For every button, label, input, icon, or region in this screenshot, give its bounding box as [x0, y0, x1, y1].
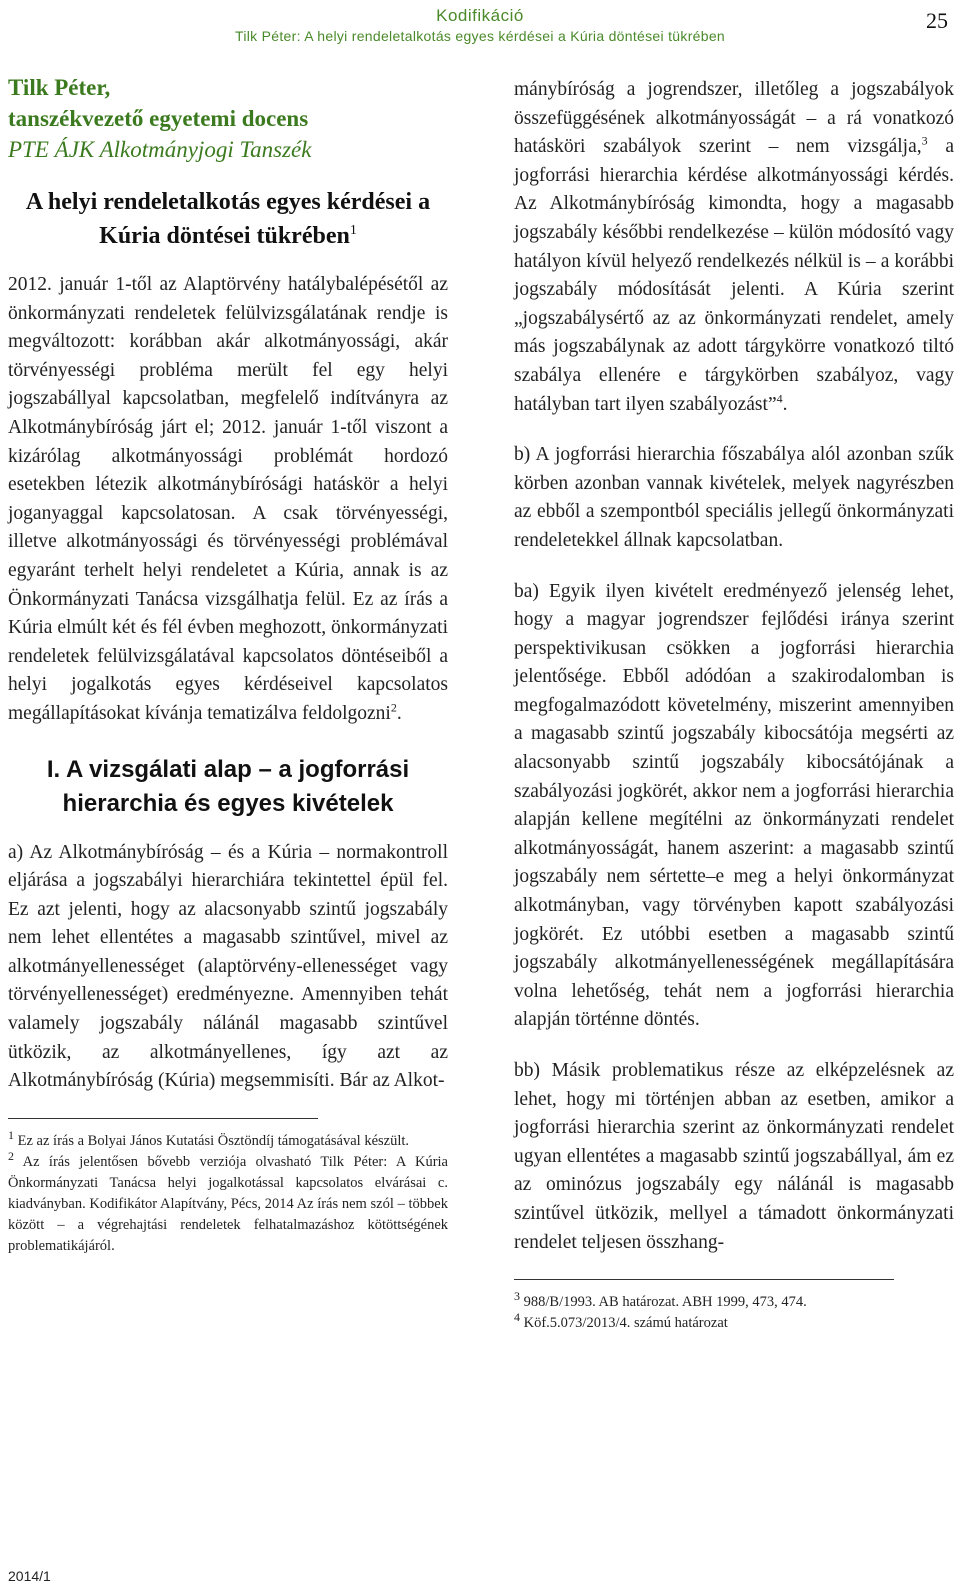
footnote-4: [514, 1310, 954, 1334]
right-paragraph-1: [514, 76, 954, 419]
author-position: tanszékvezető egyetemi docens: [8, 106, 309, 131]
footnote-text: Köf.5.073/2013/4. számú határozat: [520, 1315, 728, 1332]
running-title: Tilk Péter: A helyi rendeletalkotás egyes kérdései a Kúria döntései tükrében: [235, 28, 725, 44]
journal-name: Kodifikáció: [436, 6, 524, 25]
page-number: 25: [926, 8, 948, 33]
footnote-2: [8, 1149, 448, 1257]
para-text: a jogforrási hierarchia kérdése alkotmányossági kérdés. Az Alkotmánybíróság kimondta, hogy a magasabb jogszabály későbbi rendelkezése – külön módosító vagy hatályon kívül helyező rendelkezés nélkül is – a korábbi jogszabály módosítását jelenti. A Kúria szerint „jogszabálysértő az az önkormányzati rendelet, amely más jogszabálynak az adott tárgykörre vonatkozó tiltó szabálya ellenére e tárgykörben szabályoz, vagy hatályban tart ilyen szabályozást”: [514, 136, 954, 415]
footnote-ref: 4: [776, 391, 783, 406]
footnote-text: 988/B/1993. AB határozat. ABH 1999, 473, 474.: [520, 1294, 807, 1311]
footnote-number: 1: [8, 1128, 14, 1143]
section-heading: I. A vizsgálati alap – a jogforrási hierarchia és egyes kivételek: [46, 755, 410, 817]
footnote-divider: [8, 1118, 318, 1119]
para-end: .: [782, 393, 788, 415]
running-header: [0, 4, 960, 48]
author-department: PTE ÁJK Alkotmányjogi Tanszék: [8, 137, 312, 162]
paragraph-ba: ba) Egyik ilyen kivételt eredményező jelenség lehet, hogy a magyar jogrendszer fejlődési iránya szerint perspektivikusan csökken a jogforrási hierarchia jelentősége. Ebből adódóan a szakirodalomban is megfogalmazódott követelmény, miszerint amennyiben a magasabb szintű jogszabály kibocsátója megsérti az alacsonyabb szintű jogszabály kibocsátójának a szabályozási jogkörét, akkor nem a jogforrási hierarchia alapján kellene megítélni az önkormányzati rendelet alkotmányosságát, hanem aszerint: a magasabb szintű jogszabály nem sértette–e meg a helyi önkormányzat alkotmányban, vagy törvényben kapott szabályozási jogkörét. Ez utóbbi esetben a magasabb szintű jogszabály alkotmányellenességének megállapítására volna lehetőség, tehát nem a jogforrási hierarchia alapján történne döntés.: [514, 580, 954, 1031]
footnote-text: Az írás jelentősen bővebb verziója olvasható Tilk Péter: A Kúria Önkormányzati Tanácsa helyi jogalkotással kapcsolatos elvárásai c. kiadványban. Kodifikátor Alapítvány, Pécs, 2014 Az írás nem szól – többek között – a végrehajtási rendeletek felhatalmazáshoz kötöttségének problematikájáról.: [8, 1153, 448, 1254]
footnote-1: [8, 1128, 448, 1152]
footnote-ref: 3: [921, 133, 928, 148]
intro-end: .: [396, 702, 402, 724]
footnote-ref: 1: [349, 223, 357, 238]
footnote-ref: 2: [390, 700, 397, 715]
article-title: [8, 185, 448, 253]
paragraph-a: a) Az Alkotmánybíróság – és a Kúria – normakontroll eljárása a jogszabályi hierarchiára tekintettel épül fel. Ez azt jelenti, hogy az alacsonyabb szintű jogszabály nem lehet ellentétes a magasabb szintűvel, mivel az alkotmányellenességet (alaptörvény-ellenességet vagy törvényellenességet) eredményezne. Amennyiben tehát valamely jogszabály nálánál magasabb szintűvel ütközik, az alkotmányellenes, így azt az Alkotmánybíróság (Kúria) megsemmisíti. Bár az Alkot-: [8, 841, 448, 1092]
intro-text: 2012. január 1-től az Alaptörvény hatálybalépésétől az önkormányzati rendeletek felülvizsgálatának rendje is megváltozott: korábban akár alkotmányossági, akár törvényességi probléma merült fel egy helyi jogszabállyal kapcsolatban, megfelelő indítványra az Alkotmánybíróság járt el; 2012. január 1-től viszont a kizárólag alkotmányossági problémát hordozó esetekben létezik alkotmánybírósági hatáskör a helyi joganyaggal kapcsolatosan. A csak törvényességi, illetve alkotmányossági és törvényességi problémával egyaránt terhelt helyi rendeletet a Kúria, annak is az Önkormányzati Tanácsa vizsgálhatja felül. Ez az írás a Kúria elmúlt két és fél évben meghozott, önkormányzati rendeletek felülvizsgálatával kapcsolatos döntéseiből a helyi jogalkotás egyes kérdéseivel kapcsolatos megállapításokat kívánja tematizálva feldolgozni: [8, 274, 448, 724]
footnote-number: 4: [514, 1310, 520, 1325]
paragraph-bb: bb) Másik problematikus része az elképzelésnek az lehet, hogy mi történjen abban az esetben, amikor a jogforrási hierarchia szerint az önkormányzati rendelet ugyan ellentétes a magasabb szintű jogszabállyal, ám ez az ominózus jogszabály egy nálánál is magasabb szintűvel ütközik, mellyel a támadott önkormányzati rendelet teljesen összhang-: [514, 1060, 954, 1253]
footnote-text: Ez az írás a Bolyai János Kutatási Ösztöndíj támogatásával készült.: [14, 1132, 410, 1149]
article-title-text: A helyi rendeletalkotás egyes kérdései a Kúria döntései tükrében: [25, 189, 431, 249]
footnote-number: 3: [514, 1289, 520, 1304]
para-text: mánybíróság a jogrendszer, illetőleg a jogszabályok összefüggésének alkotmányosságát – a rá vonatkozó hatásköri szabályok szerint – nem vizsgálja,: [514, 79, 954, 158]
left-column: [8, 72, 448, 1257]
right-column: [514, 76, 954, 1334]
footnote-divider: [514, 1279, 894, 1280]
footnote-number: 2: [8, 1149, 14, 1164]
footnote-3: [514, 1289, 954, 1313]
paragraph-b: b) A jogforrási hierarchia főszabálya alól azonban szűk körben azonban vannak kivételek, melyek nagyrészben az ebből a szempontból speciális jellegű önkormányzati rendeletekkel állnak kapcsolatban.: [514, 444, 954, 551]
intro-paragraph: [8, 271, 448, 729]
author-name: Tilk Péter,: [8, 75, 111, 100]
issue-label: 2014/1: [8, 1568, 51, 1584]
